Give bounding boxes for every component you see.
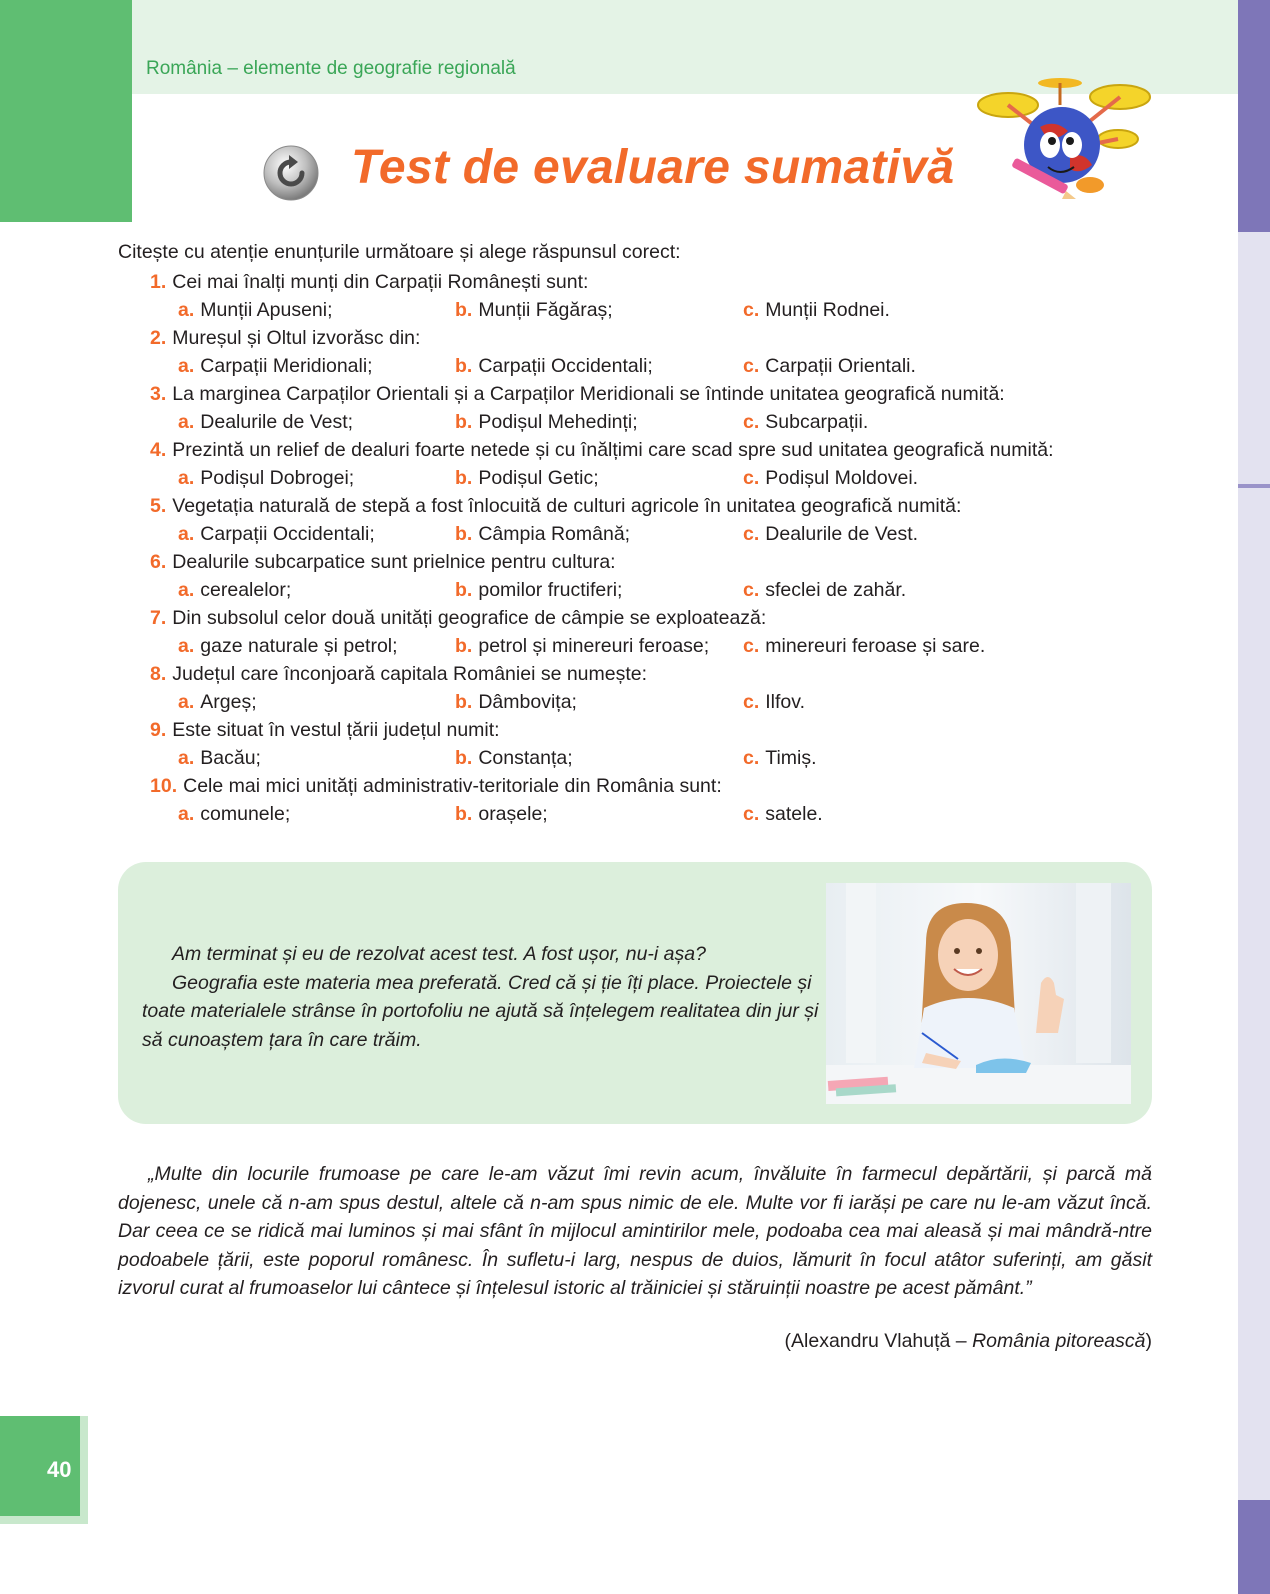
option-a: a. comunele; bbox=[178, 803, 291, 825]
question-number: 2. bbox=[150, 327, 167, 349]
option-b: b. pomilor fructiferi; bbox=[455, 579, 623, 601]
option-a: a. Munții Apuseni; bbox=[178, 299, 333, 321]
quote-block bbox=[118, 1160, 1152, 1303]
option-c: c. Ilfov. bbox=[743, 691, 805, 713]
question-text: Prezintă un relief de dealuri foarte netede și cu înălțimi care scad spre sud unitatea geografică numită: bbox=[172, 439, 1054, 461]
question-text: Din subsolul celor două unități geografice de câmpie se exploatează: bbox=[172, 607, 767, 629]
quote-work-title: România pitorească bbox=[972, 1330, 1146, 1352]
question-2 bbox=[150, 324, 1230, 380]
option-b: b. orașele; bbox=[455, 803, 548, 825]
question-4 bbox=[150, 436, 1230, 492]
chapter-title: România – elemente de geografie regională bbox=[146, 58, 516, 79]
question-number: 8. bbox=[150, 663, 167, 685]
question-8 bbox=[150, 660, 1230, 716]
question-text: Cei mai înalți munți din Carpații Românești sunt: bbox=[172, 271, 589, 293]
question-7 bbox=[150, 604, 1230, 660]
option-c: c. Dealurile de Vest. bbox=[743, 523, 919, 545]
quote-author: (Alexandru Vlahuță – România pitorească) bbox=[784, 1330, 1152, 1352]
quote-text: „Multe din locurile frumoase pe care le-am văzut îmi revin acum, învăluite în farmecul depărtării, și parcă mă dojenesc, unele că n-am spus destul, altele că n-am spus nimic de ele. Multe vor fi iarăși pe care nu le-am văzut încă. Dar ceea ce se ridică mai luminos și mai sfânt în mijlocul amintirilor mele, podoaba cea mai aleasă și mai mândră-ntre podoabele țării, este poporul românesc. În sufletu-i larg, nespus de duios, lămurit în focul atâtor suferinți, am găsit izvorul curat al frumoaselor lui cântece și înțelesul istoric al trăiniciei și stăruinții noastre pe acest pământ.” bbox=[118, 1163, 1152, 1299]
question-10 bbox=[150, 772, 1230, 828]
edge-tab-top bbox=[1238, 0, 1270, 232]
right-edge-strip bbox=[1238, 0, 1270, 1594]
option-b: b. Carpații Occidentali; bbox=[455, 355, 653, 377]
edge-tab-bottom bbox=[1238, 1500, 1270, 1594]
option-c: c. Munții Rodnei. bbox=[743, 299, 890, 321]
question-1 bbox=[150, 268, 1230, 324]
question-number: 6. bbox=[150, 551, 167, 573]
conclusion-text bbox=[142, 940, 822, 1054]
option-a: a. Argeș; bbox=[178, 691, 257, 713]
option-a: a. gaze naturale și petrol; bbox=[178, 635, 398, 657]
option-a: a. Carpații Occidentali; bbox=[178, 523, 375, 545]
question-text: Mureșul și Oltul izvorăsc din: bbox=[172, 327, 421, 349]
question-number: 1. bbox=[150, 271, 167, 293]
question-list bbox=[150, 268, 1230, 828]
girl-thumbs-up-photo bbox=[826, 883, 1131, 1104]
question-3 bbox=[150, 380, 1230, 436]
option-c: c. satele. bbox=[743, 803, 823, 825]
instruction-text: Citește cu atenție enunțurile următoare și alege răspunsul corect: bbox=[118, 241, 681, 263]
option-a: a. cerealelor; bbox=[178, 579, 292, 601]
question-number: 9. bbox=[150, 719, 167, 741]
option-a: a. Dealurile de Vest; bbox=[178, 411, 354, 433]
option-a: a. Carpații Meridionali; bbox=[178, 355, 373, 377]
option-a: a. Bacău; bbox=[178, 747, 261, 769]
option-b: b. Câmpia Română; bbox=[455, 523, 631, 545]
question-text: Vegetația naturală de stepă a fost înlocuită de culturi agricole în unitatea geografică numită: bbox=[172, 495, 962, 517]
edge-tab-marker bbox=[1238, 484, 1270, 488]
page-title: Test de evaluare sumativă bbox=[351, 141, 955, 194]
question-number: 4. bbox=[150, 439, 167, 461]
option-c: c. Podișul Moldovei. bbox=[743, 467, 919, 489]
corner-green-block bbox=[0, 0, 132, 222]
question-9 bbox=[150, 716, 1230, 772]
option-c: c. Subcarpații. bbox=[743, 411, 869, 433]
option-a: a. Podișul Dobrogei; bbox=[178, 467, 355, 489]
question-6 bbox=[150, 548, 1230, 604]
conclusion-paragraph-1: Am terminat și eu de rezolvat acest test. A fost ușor, nu-i așa? bbox=[172, 943, 706, 965]
option-c: c. sfeclei de zahăr. bbox=[743, 579, 907, 601]
question-5 bbox=[150, 492, 1230, 548]
option-c: c. Timiș. bbox=[743, 747, 817, 769]
question-text: Este situat în vestul țării județul numit: bbox=[172, 719, 500, 741]
question-text: Cele mai mici unități administrativ-teritoriale din România sunt: bbox=[183, 775, 722, 797]
option-b: b. Podișul Mehedinți; bbox=[455, 411, 638, 433]
question-text: Județul care înconjoară capitala României se numește: bbox=[172, 663, 648, 685]
page-number: 40 bbox=[47, 1457, 72, 1482]
refresh-icon bbox=[262, 144, 320, 207]
question-number: 3. bbox=[150, 383, 167, 405]
question-number: 7. bbox=[150, 607, 167, 629]
question-number: 5. bbox=[150, 495, 167, 517]
globe-mascot-icon bbox=[970, 75, 1160, 210]
option-b: b. Dâmbovița; bbox=[455, 691, 577, 713]
option-b: b. petrol și minereuri feroase; bbox=[455, 635, 710, 657]
option-b: b. Podișul Getic; bbox=[455, 467, 599, 489]
option-b: b. Munții Făgăraș; bbox=[455, 299, 613, 321]
question-number: 10. bbox=[150, 775, 178, 797]
conclusion-paragraph-2: Geografia este materia mea preferată. Cred că și ție îți place. Proiectele și toate materialele strânse în portofoliu ne ajută să înțelegem realitatea din jur și să cunoaștem țara în care trăim. bbox=[142, 971, 819, 1051]
option-c: c. Carpații Orientali. bbox=[743, 355, 916, 377]
option-c: c. minereuri feroase și sare. bbox=[743, 635, 986, 657]
option-b: b. Constanța; bbox=[455, 747, 573, 769]
question-text: La marginea Carpaților Orientali și a Carpaților Meridionali se întinde unitatea geografică numită: bbox=[172, 383, 1005, 405]
question-text: Dealurile subcarpatice sunt prielnice pentru cultura: bbox=[172, 551, 616, 573]
